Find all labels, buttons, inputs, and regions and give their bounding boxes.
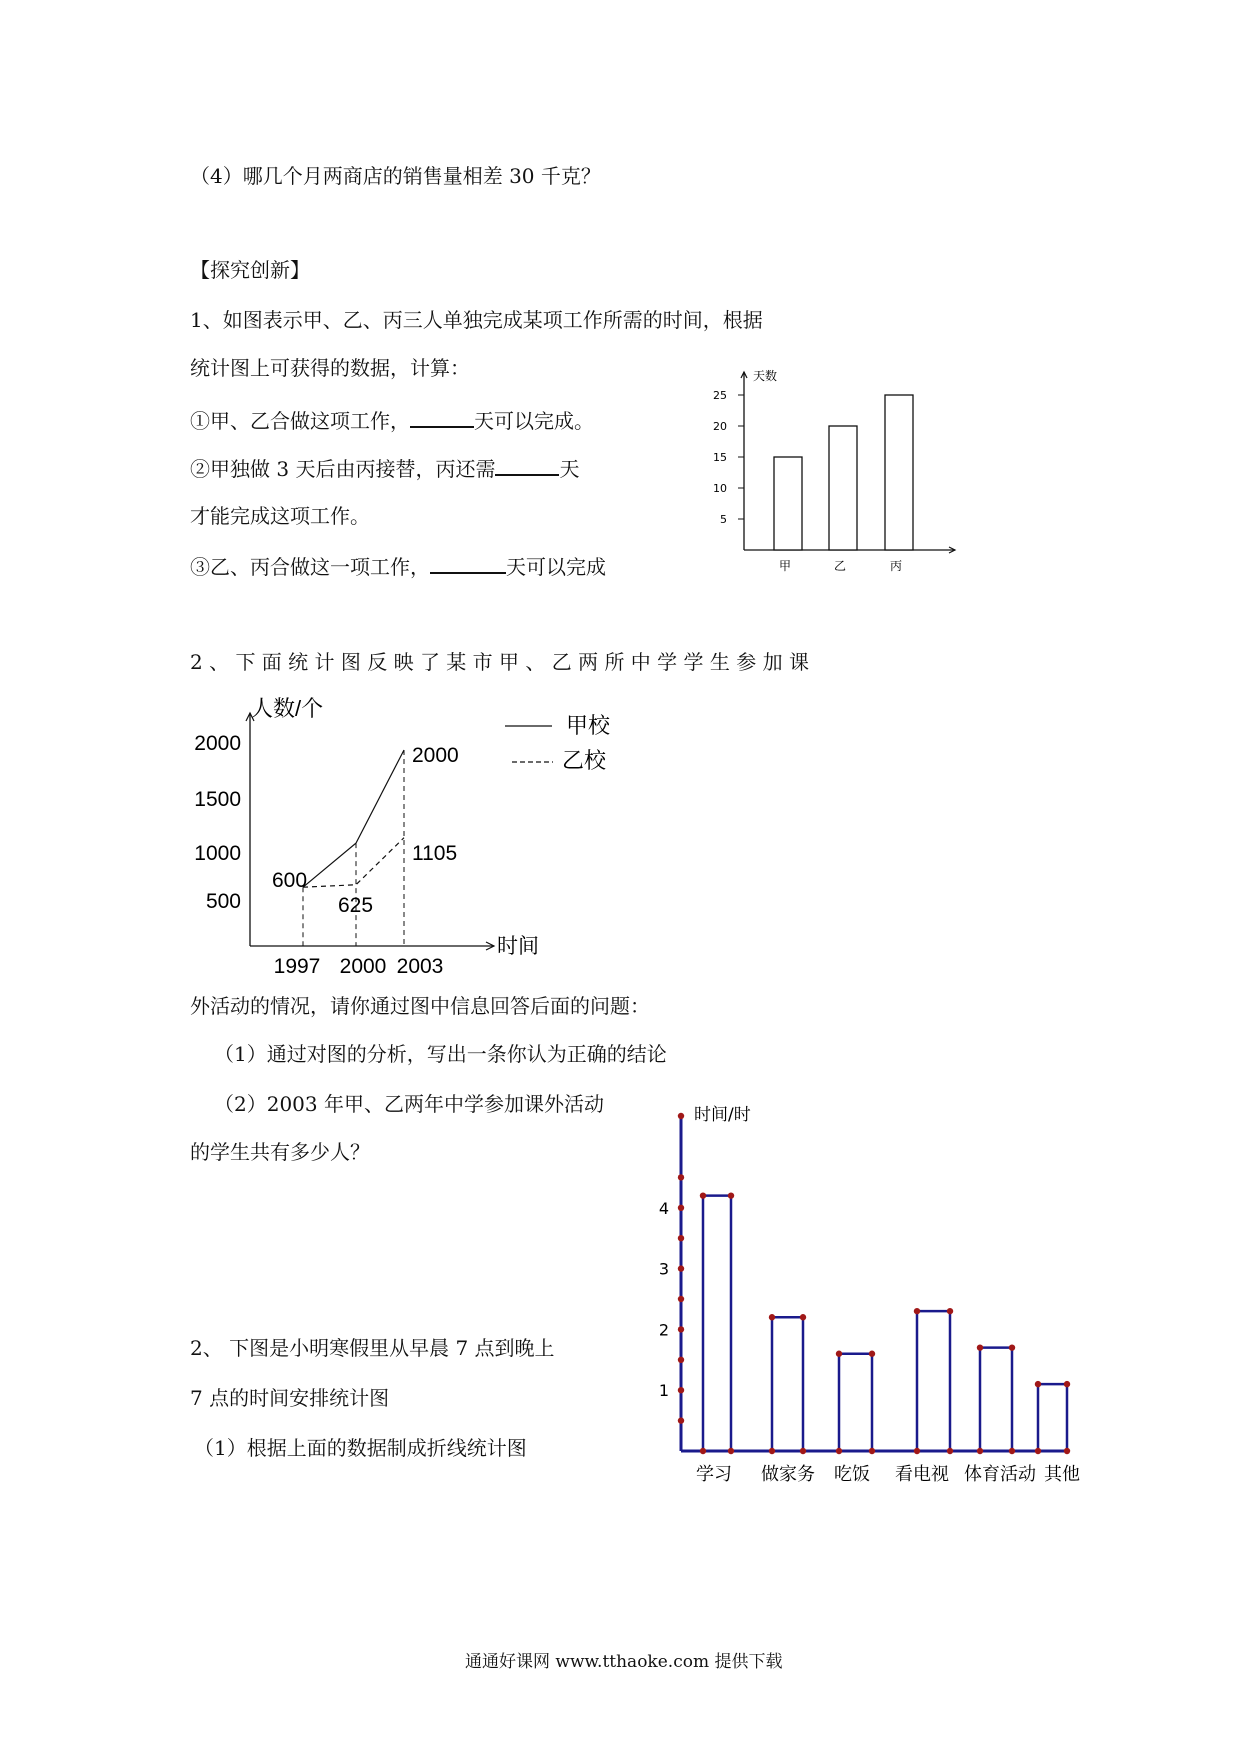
x-tick-label: 体育活动 xyxy=(964,1464,1036,1485)
axis-dot xyxy=(678,1265,684,1271)
x-tick-label: 吃饭 xyxy=(834,1464,870,1485)
x-tick-label: 看电视 xyxy=(895,1464,949,1485)
item-c-prefix: ③乙、丙合做这一项工作， xyxy=(190,555,430,579)
bar-dot xyxy=(1035,1448,1041,1454)
x-tick-label: 甲 xyxy=(778,559,792,573)
bar-dot xyxy=(836,1351,842,1357)
y-tick-label: 500 xyxy=(205,890,241,913)
question-4: （4）哪几个月两商店的销售量相差 30 千克？ xyxy=(190,164,601,188)
y-tick-label: 2000 xyxy=(194,732,241,755)
bar-dot xyxy=(836,1448,842,1454)
y-tick-label: 5 xyxy=(720,513,727,526)
y-axis-label: 时间/时 xyxy=(694,1105,751,1125)
item-c-suffix: 天可以完成 xyxy=(506,555,606,579)
y-tick-label: 10 xyxy=(713,482,727,495)
bar-吃饭 xyxy=(839,1354,872,1451)
axis-dot xyxy=(678,1174,684,1180)
bar-看电视 xyxy=(917,1311,950,1451)
x-tick-label: 学习 xyxy=(696,1464,732,1485)
bar-dot xyxy=(1064,1381,1070,1387)
bar-dot xyxy=(1035,1381,1041,1387)
bar-dot xyxy=(977,1344,983,1350)
data-label: 600 xyxy=(272,869,308,892)
y-tick-label: 4 xyxy=(658,1198,669,1218)
bar-dot xyxy=(869,1351,875,1357)
bar-体育活动 xyxy=(980,1348,1012,1451)
bar-dot xyxy=(1064,1448,1070,1454)
legend-label: 甲校 xyxy=(566,713,611,738)
axis-dot xyxy=(678,1205,684,1211)
bar-dot xyxy=(728,1192,734,1198)
bar-dot xyxy=(869,1448,875,1454)
item-a-suffix: 天可以完成。 xyxy=(474,409,594,433)
problem1-line1: 1、如图表示甲、乙、丙三人单独完成某项工作所需的时间，根据 xyxy=(190,308,763,332)
axis-dot xyxy=(678,1235,684,1241)
problem2-question1: （1）通过对图的分析，写出一条你认为正确的结论 xyxy=(214,1042,667,1066)
data-label: 625 xyxy=(338,894,374,917)
y-tick-label: 15 xyxy=(713,451,727,464)
y-axis-label: 人数/个 xyxy=(251,696,324,721)
y-tick-label: 1000 xyxy=(194,842,241,865)
axis-dot xyxy=(678,1417,684,1423)
y-axis-label: 天数 xyxy=(753,369,778,383)
y-tick-label: 2 xyxy=(658,1320,669,1340)
y-tick-label: 1500 xyxy=(194,788,241,811)
data-label: 1105 xyxy=(412,842,458,865)
data-label: 2000 xyxy=(412,744,459,767)
x-tick-label: 其他 xyxy=(1044,1464,1080,1485)
axis-dot xyxy=(678,1296,684,1302)
x-tick-label: 乙 xyxy=(833,559,847,573)
problem2-question2: （2）2003 年甲、乙两年中学参加课外活动 xyxy=(214,1092,604,1116)
x-tick-label: 丙 xyxy=(889,559,903,573)
bar-dot xyxy=(947,1448,953,1454)
problem2-line1: 2 、 下 面 统 计 图 反 映 了 某 市 甲 、 乙 两 所 中 学 学 生 参 加 课 xyxy=(190,650,809,674)
x-tick-label: 1997 xyxy=(273,955,321,978)
problem2-question2-line2: 的学生共有多少人？ xyxy=(190,1140,370,1164)
item-b-prefix: ②甲独做 3 天后由丙接替，丙还需 xyxy=(190,457,496,481)
axis-dot xyxy=(678,1387,684,1393)
y-tick-label: 3 xyxy=(658,1259,669,1279)
bar-dot xyxy=(800,1448,806,1454)
axis-dot xyxy=(678,1357,684,1363)
item-b-suffix: 天 xyxy=(559,457,580,481)
bar-学习 xyxy=(703,1196,731,1451)
bar-其他 xyxy=(1038,1384,1067,1451)
footer-text: 通通好课网 www.tthaoke.com 提供下载 xyxy=(465,1652,783,1672)
problem1-item-b-line2: 才能完成这项工作。 xyxy=(190,504,370,528)
problem3-question1: （1）根据上面的数据制成折线统计图 xyxy=(194,1436,527,1460)
bar-dot xyxy=(800,1314,806,1320)
problem3-line2: 7 点的时间安排统计图 xyxy=(190,1386,390,1410)
axis-dot xyxy=(678,1326,684,1332)
legend-label: 乙校 xyxy=(562,748,607,773)
bar-dot xyxy=(769,1448,775,1454)
axis-dot xyxy=(678,1113,684,1119)
x-axis-label: 时间 xyxy=(497,935,539,958)
bar-dot xyxy=(914,1448,920,1454)
bar-dot xyxy=(769,1314,775,1320)
section-heading: 【探究创新】 xyxy=(190,258,310,282)
bar-dot xyxy=(1009,1344,1015,1350)
bar-dot xyxy=(728,1448,734,1454)
x-tick-label: 2000 xyxy=(339,955,387,978)
bar-dot xyxy=(1009,1448,1015,1454)
problem1-line2: 统计图上可获得的数据，计算： xyxy=(190,356,470,380)
bar-dot xyxy=(700,1448,706,1454)
x-tick-label: 2003 xyxy=(396,955,444,978)
bar-dot xyxy=(947,1308,953,1314)
problem2-line2: 外活动的情况，请你通过图中信息回答后面的问题： xyxy=(190,994,650,1018)
problem3-line1: 2、 下图是小明寒假里从早晨 7 点到晚上 xyxy=(190,1336,555,1360)
bar-dot xyxy=(700,1192,706,1198)
bar-dot xyxy=(977,1448,983,1454)
y-tick-label: 25 xyxy=(713,389,727,402)
item-a-prefix: ①甲、乙合做这项工作， xyxy=(190,409,410,433)
x-tick-label: 做家务 xyxy=(761,1464,815,1485)
y-tick-label: 1 xyxy=(658,1381,669,1401)
bar-dot xyxy=(914,1308,920,1314)
y-tick-label: 20 xyxy=(713,420,727,433)
bar-做家务 xyxy=(772,1317,803,1451)
